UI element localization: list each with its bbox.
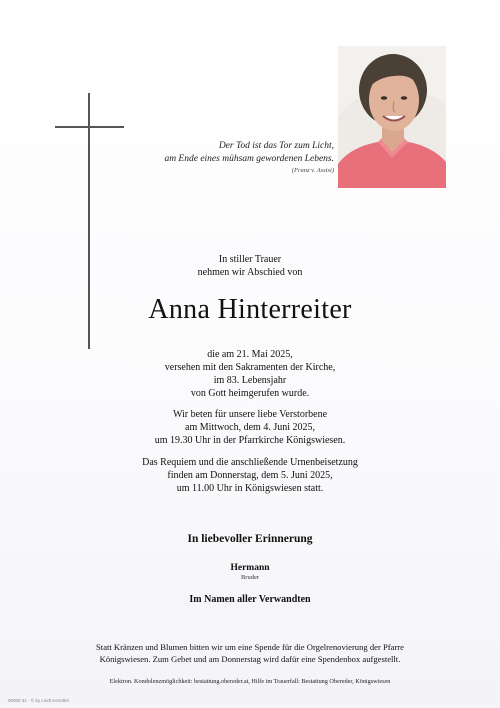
prayer-line-3: um 19.30 Uhr in der Pfarrkirche Königswiesen. bbox=[154, 435, 346, 446]
prayer-line-2: am Mittwoch, dem 4. Juni 2025, bbox=[185, 422, 315, 433]
requiem-line-2: finden am Donnerstag, dem 5. Juni 2025, bbox=[167, 470, 333, 481]
death-notice bbox=[0, 348, 500, 400]
death-line-4: von Gott heimgerufen wurde. bbox=[190, 388, 310, 399]
mourner-name: Hermann bbox=[230, 563, 270, 573]
intro-text bbox=[0, 253, 500, 279]
intro-line-1: In stiller Trauer bbox=[218, 254, 282, 265]
deceased-name: Anna Hinterreiter bbox=[148, 294, 352, 325]
death-line-2: versehen mit den Sakramenten der Kirche, bbox=[164, 362, 336, 373]
donation-line-2: Königswiesen. Zum Gebet und am Donnerstag wird dafür eine Spendenbox aufgestellt. bbox=[99, 654, 401, 664]
requiem-line-3: um 11.00 Uhr in Königswiesen statt. bbox=[176, 483, 324, 494]
quote-source: (Franz v. Assisi) bbox=[291, 167, 334, 174]
donation-line-1: Statt Kränzen und Blumen bitten wir um eine Spende für die Orgelrenovierung der Pfarre bbox=[96, 642, 404, 652]
quote bbox=[164, 140, 334, 176]
donation-request bbox=[0, 641, 500, 665]
memory-heading: In liebevoller Erinnerung bbox=[187, 533, 313, 545]
quote-line-2: am Ende eines mühsam gewordenen Lebens. bbox=[164, 154, 334, 164]
quote-line-1: Der Tod ist das Tor zum Licht, bbox=[218, 141, 334, 151]
death-line-1: die am 21. Mai 2025, bbox=[207, 349, 293, 360]
portrait-photo bbox=[338, 46, 446, 188]
contact-info: Elektron. Kondolenzmöglichkeit: bestattung.obereder.at, Hilfe im Trauerfall: Bestattung Obereder, Königswiesen bbox=[109, 678, 391, 685]
relatives-line: Im Namen aller Verwandten bbox=[189, 594, 311, 605]
prayer-notice bbox=[0, 408, 500, 447]
requiem-line-1: Das Requiem und die anschließende Urnenbeisetzung bbox=[142, 457, 358, 468]
requiem-notice bbox=[0, 456, 500, 495]
cross-icon-horizontal bbox=[55, 126, 124, 128]
footer-code: 00000 31 · © by Lindt Kenntler bbox=[8, 698, 70, 703]
intro-line-2: nehmen wir Abschied von bbox=[197, 267, 303, 278]
mourner-relation: Bruder bbox=[240, 574, 260, 581]
prayer-line-1: Wir beten für unsere liebe Verstorbene bbox=[172, 409, 328, 420]
death-line-3: im 83. Lebensjahr bbox=[213, 375, 287, 386]
